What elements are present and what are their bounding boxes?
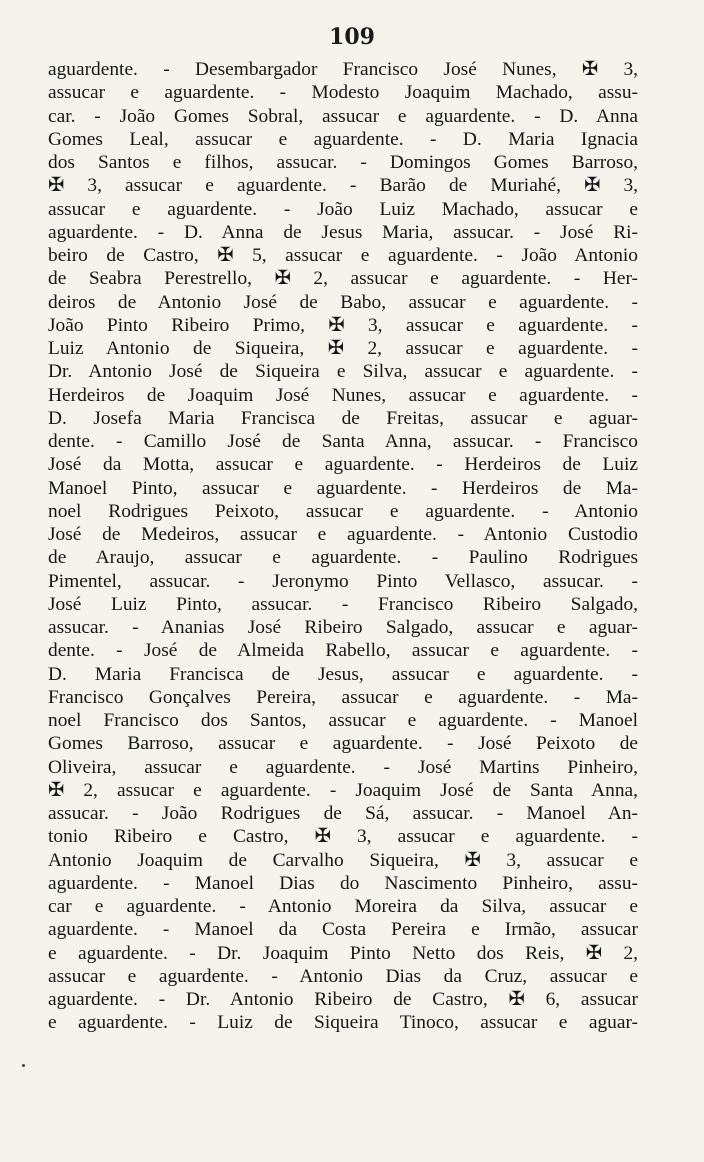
text-line: aguardente. - Manoel da Costa Pereira e Irmão, assucar [48,919,638,941]
page-number: 109 [329,24,375,50]
text-line: aguardente. - Dr. Antonio Ribeiro de Castro, ✠ 6, assucar [48,989,638,1010]
text-line: de Araujo, assucar e aguardente. - Paulino Rodrigues [48,547,638,569]
text-line: Dr. Antonio José de Siqueira e Silva, assucar e aguardente. - [48,361,638,383]
page-speck [22,1064,25,1067]
text-line: Manoel Pinto, assucar e aguardente. - Herdeiros de Ma- [48,477,638,499]
text-line: Herdeiros de Joaquim José Nunes, assucar e aguardente. - [48,384,638,406]
text-line: João Pinto Ribeiro Primo, ✠ 3, assucar e aguardente. - [48,314,638,336]
text-line: dente. - José de Almeida Rabello, assucar e aguardente. - [48,640,638,662]
text-line: aguardente. - Desembargador Francisco José Nunes, ✠ 3, [48,59,638,80]
text-line: José da Motta, assucar e aguardente. - Herdeiros de Luiz [48,454,638,476]
text-line: Luiz Antonio de Siqueira, ✠ 2, assucar e aguardente. - [48,338,638,359]
text-line: ✠ 2, assucar e aguardente. - Joaquim José de Santa Anna, [48,779,638,801]
text-line: noel Rodrigues Peixoto, assucar e aguardente. - Antonio [48,500,638,522]
text-line: aguardente. - D. Anna de Jesus Maria, assucar. - José Ri- [48,221,638,243]
text-line: assucar e aguardente. - Modesto Joaquim Machado, assu- [48,82,638,104]
text-line: Antonio Joaquim de Carvalho Siqueira, ✠ 3, assucar e [48,849,638,871]
text-line: aguardente. - Manoel Dias do Nascimento Pinheiro, assu- [48,872,638,894]
text-line: Pimentel, assucar. - Jeronymo Pinto Vellasco, assucar. - [48,570,638,592]
text-line: Gomes Leal, assucar e aguardente. - D. Maria Ignacia [48,128,638,150]
text-line: José de Medeiros, assucar e aguardente. - Antonio Custodio [48,524,638,545]
text-line: D. Josefa Maria Francisca de Freitas, assucar e aguar- [48,407,638,429]
text-line: ✠ 3, assucar e aguardente. - Barão de Muriahé, ✠ 3, [48,175,638,197]
text-line: Gomes Barroso, assucar e aguardente. - José Peixoto de [48,733,638,755]
text-line: Oliveira, assucar e aguardente. - José Martins Pinheiro, [48,756,638,778]
body-text [48,58,638,1035]
text-line: deiros de Antonio José de Babo, assucar e aguardente. - [48,291,638,313]
text-line: tonio Ribeiro e Castro, ✠ 3, assucar e aguardente. - [48,826,638,848]
text-line: noel Francisco dos Santos, assucar e aguardente. - Manoel [48,710,638,731]
text-line: assucar. - Ananias José Ribeiro Salgado, assucar e aguar- [48,617,638,638]
text-line: e aguardente. - Luiz de Siqueira Tinoco, assucar e aguar- [48,1012,638,1034]
text-line: dente. - Camillo José de Santa Anna, assucar. - Francisco [48,431,638,452]
text-line: car e aguardente. - Antonio Moreira da Silva, assucar e [48,896,638,917]
text-line: assucar e aguardente. - João Luiz Machado, assucar e [48,198,638,220]
text-line: assucar e aguardente. - Antonio Dias da Cruz, assucar e [48,965,638,987]
text-line: José Luiz Pinto, assucar. - Francisco Ribeiro Salgado, [48,593,638,615]
text-line: beiro de Castro, ✠ 5, assucar e aguardente. - João Antonio [48,245,638,266]
text-line: car. - João Gomes Sobral, assucar e aguardente. - D. Anna [48,105,638,127]
text-line: e aguardente. - Dr. Joaquim Pinto Netto dos Reis, ✠ 2, [48,942,638,964]
text-line: Francisco Gonçalves Pereira, assucar e aguardente. - Ma- [48,686,638,708]
text-line: assucar. - João Rodrigues de Sá, assucar. - Manoel An- [48,803,638,824]
text-line: D. Maria Francisca de Jesus, assucar e aguardente. - [48,663,638,685]
text-line: dos Santos e filhos, assucar. - Domingos Gomes Barroso, [48,152,638,173]
text-line: de Seabra Perestrello, ✠ 2, assucar e aguardente. - Her- [48,268,638,290]
